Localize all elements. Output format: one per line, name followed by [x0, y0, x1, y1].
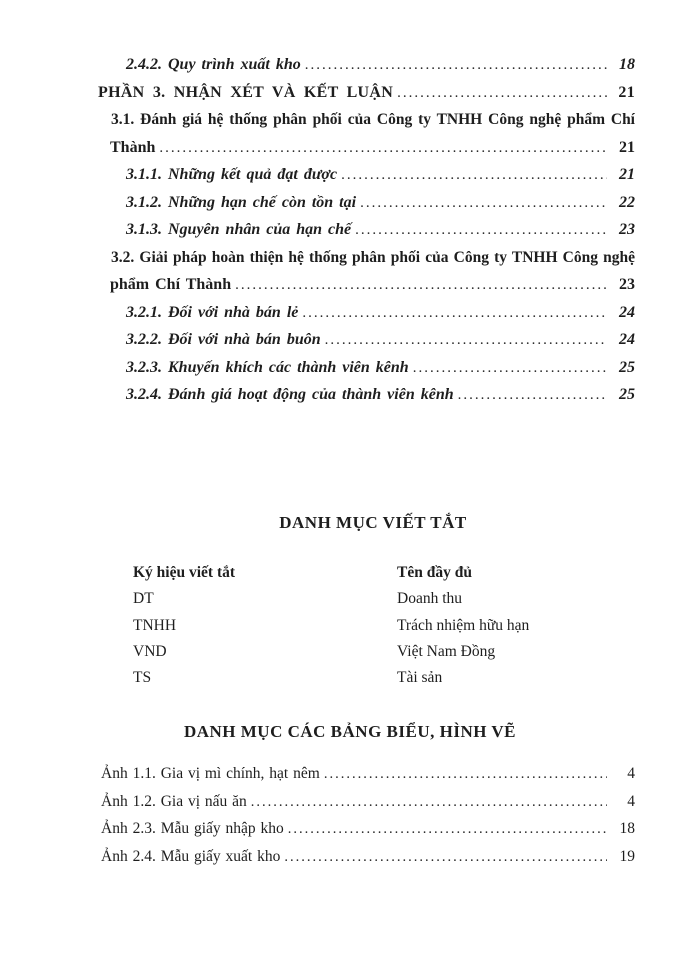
toc-entry-page-number: 22: [619, 193, 635, 211]
toc-entry-wrap-line: 3.1. Đánh giá hệ thống phân phối của Công ty TNHH Công nghệ phẩm Chí: [111, 111, 635, 128]
toc-entry-page-number: 18: [619, 56, 635, 73]
toc-entry: [110, 276, 635, 304]
toc-entry: [126, 166, 635, 194]
figures-heading: DANH MỤC CÁC BẢNG BIỂU, HÌNH VẼ: [183, 722, 517, 741]
toc-entry-page-number: 25: [619, 358, 635, 376]
fullname-cell: Doanh thu: [397, 590, 463, 608]
dot-leader: [251, 793, 607, 809]
dot-leader: [288, 820, 607, 836]
fullname-cell: Tài sản: [397, 669, 443, 687]
abbr-cell: VND: [133, 642, 167, 660]
table-row: [133, 669, 529, 695]
toc-entry: [126, 56, 635, 84]
figure-entry-text: Ảnh 2.4. Mẫu giấy xuất kho: [101, 847, 281, 865]
figure-entry: [101, 820, 635, 848]
dot-leader: [325, 331, 607, 347]
fullname-cell: Trách nhiệm hữu hạn: [397, 616, 530, 634]
toc-entry: [126, 304, 635, 332]
dot-leader: [324, 765, 607, 781]
toc-entry-page-number: 23: [619, 276, 635, 293]
toc-entry-text: PHẦN 3. NHẬN XÉT VÀ KẾT LUẬN: [98, 83, 394, 101]
toc-entry-text: 3.1.2. Những hạn chế còn tồn tại: [126, 193, 357, 211]
dot-leader: [355, 221, 607, 237]
toc-entry-wrap-line: 3.2. Giải pháp hoàn thiện hệ thống phân phối của Công ty TNHH Công nghệ: [111, 248, 635, 266]
toc-entry: [126, 331, 635, 359]
figure-entry-page-number: 19: [619, 847, 635, 865]
figure-entry: [101, 848, 635, 876]
toc-entry-text: 3.1.3. Nguyên nhân của hạn chế: [126, 221, 352, 238]
dot-leader: [235, 276, 607, 292]
toc-entry: [98, 84, 635, 112]
toc-entry-page-number: 21: [618, 83, 635, 101]
figure-entry-page-number: 4: [627, 765, 635, 782]
dot-leader: [284, 848, 607, 864]
table-row: [133, 643, 529, 669]
abbr-column-header: Ký hiệu viết tắt: [133, 564, 236, 581]
dot-leader: [302, 304, 607, 320]
dot-leader: [397, 84, 607, 100]
table-row: [133, 617, 529, 643]
table-of-contents: [0, 56, 700, 414]
toc-entry: [126, 386, 635, 414]
dot-leader: [360, 194, 607, 210]
toc-entry-page-number: 25: [619, 386, 635, 403]
toc-entry: [110, 139, 635, 167]
figure-entry: [101, 793, 635, 821]
abbreviations-heading: DANH MỤC VIẾT TẮT: [279, 513, 467, 532]
abbr-cell: TNHH: [133, 616, 177, 634]
toc-entry-text: phẩm Chí Thành: [110, 276, 232, 293]
figure-entry-text: Ảnh 1.1. Gia vị mì chính, hạt nêm: [101, 765, 320, 782]
toc-entry-text: 3.2.1. Đối với nhà bán lẻ: [126, 303, 299, 321]
dot-leader: [341, 166, 607, 182]
dot-leader: [458, 386, 607, 402]
toc-entry-text: 3.2.2. Đối với nhà bán buôn: [126, 331, 321, 348]
toc-entry: [126, 221, 635, 249]
toc-entry-page-number: 21: [619, 166, 635, 183]
fullname-cell: Việt Nam Đồng: [397, 642, 496, 660]
figures-list: [101, 765, 635, 875]
abbreviations-table: [133, 564, 529, 695]
toc-entry-text: 2.4.2. Quy trình xuất kho: [126, 56, 301, 73]
toc-entry: [126, 194, 635, 222]
dot-leader: [305, 56, 607, 72]
toc-entry-text: Thành: [110, 138, 156, 156]
figure-entry-page-number: 4: [627, 792, 635, 810]
figure-entry-page-number: 18: [619, 820, 635, 837]
toc-entry-page-number: 24: [619, 303, 635, 321]
toc-entry-text: 3.2.4. Đánh giá hoạt động của thành viên kênh: [126, 386, 454, 403]
abbr-cell: TS: [133, 669, 152, 687]
table-row: [133, 590, 529, 616]
dot-leader: [159, 139, 607, 155]
fullname-column-header: Tên đầy đủ: [397, 564, 472, 581]
dot-leader: [413, 359, 607, 375]
figure-entry: [101, 765, 635, 793]
figure-entry-text: Ảnh 1.2. Gia vị nấu ăn: [101, 792, 247, 810]
toc-entry-text: 3.2.3. Khuyến khích các thành viên kênh: [126, 358, 409, 376]
abbreviations-header-row: [133, 564, 529, 590]
toc-entry-page-number: 23: [619, 221, 635, 238]
toc-entry-page-number: 24: [619, 331, 635, 348]
toc-entry: [126, 359, 635, 387]
figure-entry-text: Ảnh 2.3. Mẫu giấy nhập kho: [101, 820, 284, 837]
abbr-cell: DT: [133, 590, 154, 608]
toc-entry-text: 3.1.1. Những kết quả đạt được: [126, 166, 338, 183]
toc-entry-page-number: 21: [619, 138, 635, 156]
